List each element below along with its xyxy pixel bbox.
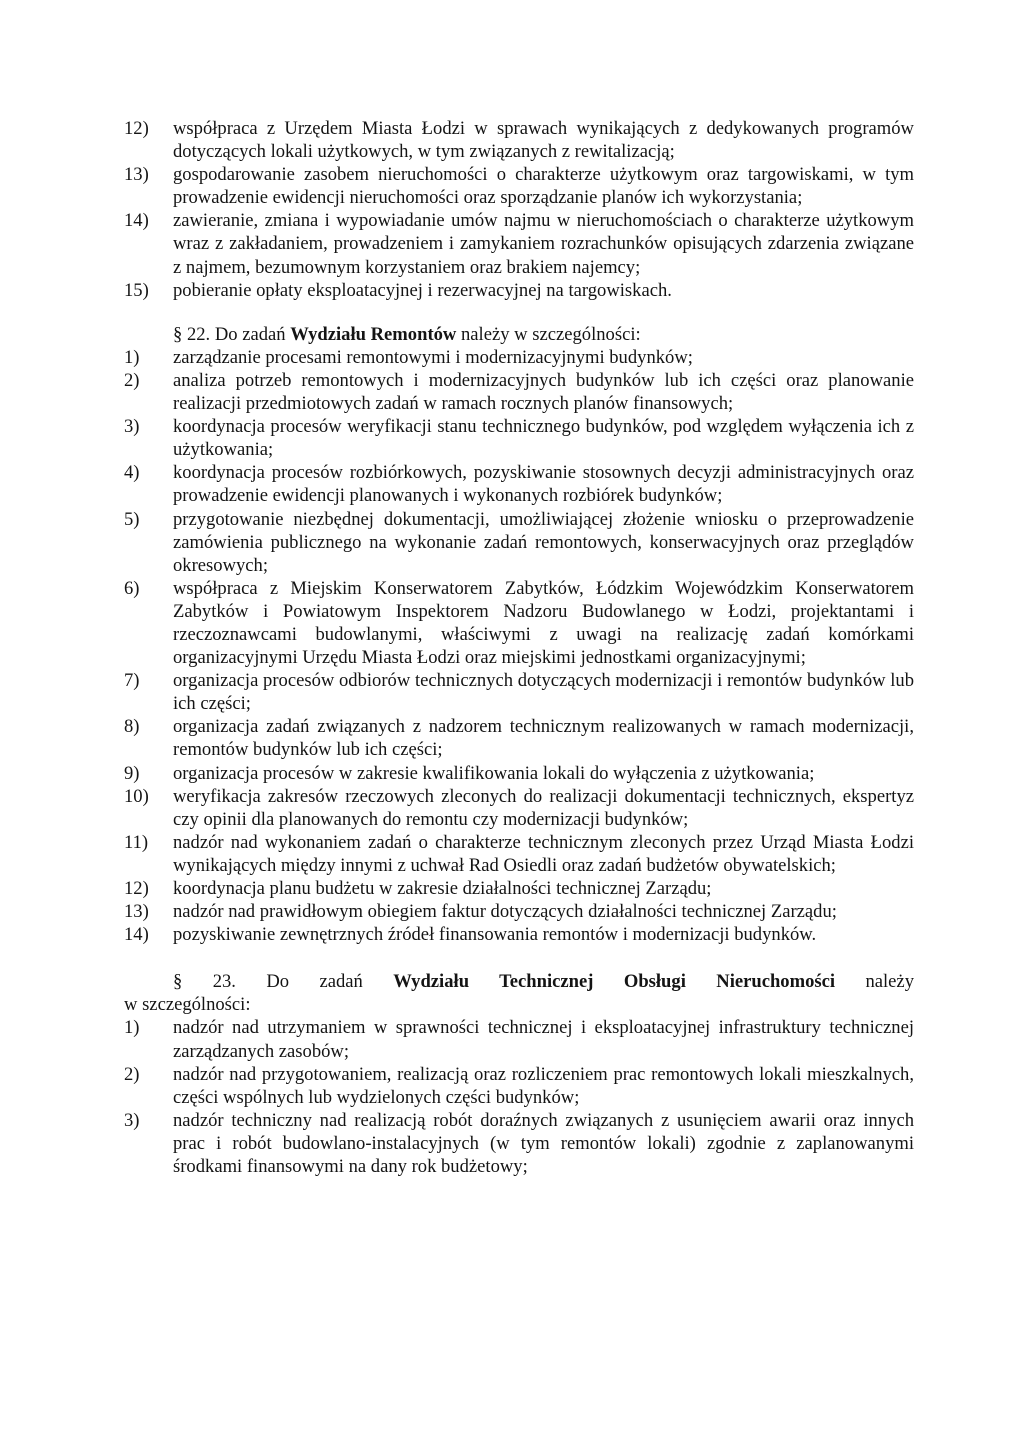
list-item-number: 14) xyxy=(124,210,149,232)
list-item xyxy=(124,1109,914,1178)
list-item-text: nadzór nad przygotowaniem, realizacją oraz rozliczeniem prac remontowych lokali mieszkalnych, części wspólnych lub wydzielonych części budynków; xyxy=(173,1063,914,1108)
section-23-heading xyxy=(124,970,914,1016)
list-item-number: 9) xyxy=(124,762,140,784)
list-item-text: organizacja procesów w zakresie kwalifikowania lokali do wyłączenia z użytkowania; xyxy=(173,762,815,784)
list-item-text: nadzór nad prawidłowym obiegiem faktur dotyczących działalności technicznej Zarządu; xyxy=(173,901,837,923)
list-item xyxy=(124,877,914,900)
list-item xyxy=(124,900,914,923)
list-item-text: weryfikacja zakresów rzeczowych zleconych do realizacji dokumentacji technicznych, ekspertyz czy opinii dla planowanych do remontu czy modernizacji budynków; xyxy=(173,785,914,830)
section-22-department: Wydziału Remontów xyxy=(290,323,457,345)
list-item xyxy=(124,346,914,369)
list-item-number: 7) xyxy=(124,670,140,692)
list-item-number: 1) xyxy=(124,346,140,368)
section-23-list xyxy=(124,1016,914,1178)
list-item-number: 15) xyxy=(124,279,149,301)
list-item xyxy=(124,831,914,877)
list-item-number: 11) xyxy=(124,831,149,853)
list-item-text: pobieranie opłaty eksploatacyjnej i rezerwacyjnej na targowiskach. xyxy=(173,279,672,301)
list-item xyxy=(124,923,914,946)
list-item xyxy=(124,369,914,415)
section-23-prefix: § 23. Do zadań xyxy=(173,971,394,993)
list-item-text: koordynacja planu budżetu w zakresie działalności technicznej Zarządu; xyxy=(173,878,712,899)
list-item-number: 12) xyxy=(124,878,149,899)
list-item-number: 2) xyxy=(124,369,140,391)
list-item-text: gospodarowanie zasobem nieruchomości o charakterze użytkowym oraz targowiskami, w tym prowadzenie ewidencji nieruchomości oraz sporządzanie planów ich wykorzystania; xyxy=(173,164,914,209)
list-item-number: 5) xyxy=(124,508,140,530)
list-item-number: 6) xyxy=(124,577,140,599)
section-23-suffix-end: należy xyxy=(865,971,914,993)
list-item-number: 10) xyxy=(124,785,149,807)
list-item-text: koordynacja procesów weryfikacji stanu technicznego budynków, pod względem wyłączenia ich z użytkowania; xyxy=(173,416,914,461)
list-item-number: 1) xyxy=(124,1017,140,1039)
list-item xyxy=(124,669,914,715)
list-item-text: pozyskiwanie zewnętrznych źródeł finansowania remontów i modernizacji budynków. xyxy=(173,924,817,946)
list-item-text: analiza potrzeb remontowych i modernizacyjnych budynków lub ich części oraz planowanie realizacji przedmiotowych zadań w ramach rocznych planów finansowych; xyxy=(173,369,914,415)
section-23-suffix-continuation: w szczególności: xyxy=(124,994,251,1016)
section-23-department: Wydziału Technicznej Obsługi Nieruchomości xyxy=(393,971,836,993)
list-item-number: 13) xyxy=(124,164,149,186)
section-22-list xyxy=(124,346,914,946)
section-22-prefix: § 22. Do zadań xyxy=(173,323,291,345)
list-item xyxy=(124,209,914,278)
list-item xyxy=(124,279,914,302)
list-item xyxy=(124,1016,914,1062)
list-item xyxy=(124,785,914,831)
list-item-text: nadzór nad utrzymaniem w sprawności technicznej i eksploatacyjnej infrastruktury technicznej zarządzanych zasobów; xyxy=(173,1017,914,1062)
section-22-suffix: należy w szczególności: xyxy=(456,323,641,345)
list-item-number: 8) xyxy=(124,716,140,738)
list-item xyxy=(124,415,914,461)
list-item-number: 2) xyxy=(124,1063,140,1085)
list-item-text: nadzór techniczny nad realizacją robót doraźnych związanych z usunięciem awarii oraz innych prac i robót budowlano-instalacyjnych (w tym remontów lokali) zgodnie z zaplanowanymi środkami finansowymi na dany rok budżetowy; xyxy=(173,1109,914,1178)
section-21-tail-list xyxy=(124,117,914,302)
list-item xyxy=(124,762,914,785)
list-item-number: 3) xyxy=(124,416,140,438)
list-item xyxy=(124,117,914,163)
list-item-text: nadzór nad wykonaniem zadań o charakterze technicznym zleconych przez Urząd Miasta Łodzi wynikających między innymi z uchwał Rad Osiedli oraz zadań budżetów obywatelskich; xyxy=(173,831,914,876)
list-item-text: koordynacja procesów rozbiórkowych, pozyskiwanie stosownych decyzji administracyjnych oraz prowadzenie ewidencji planowanych i wykonanych rozbiórek budynków; xyxy=(173,462,914,507)
list-item xyxy=(124,163,914,209)
list-item-number: 12) xyxy=(124,118,149,139)
list-item-text: organizacja procesów odbiorów technicznych dotyczących modernizacji i remontów budynków lub ich części; xyxy=(173,670,914,715)
list-item xyxy=(124,1063,914,1109)
list-item-text: współpraca z Urzędem Miasta Łodzi w sprawach wynikających z dedykowanych programów dotyczących lokali użytkowych, w tym związanych z rewitalizacją; xyxy=(173,118,914,163)
list-item-text: przygotowanie niezbędnej dokumentacji, umożliwiającej złożenie wniosku o przeprowadzenie zamówienia publicznego na wykonanie zadań remontowych, konserwacyjnych oraz przeglądów okresowych; xyxy=(173,508,914,576)
list-item xyxy=(124,461,914,507)
list-item-text: organizacja zadań związanych z nadzorem technicznym realizowanych w ramach modernizacji, remontów budynków lub ich części; xyxy=(173,716,914,761)
list-item-text: współpraca z Miejskim Konserwatorem Zabytków, Łódzkim Wojewódzkim Konserwatorem Zabytków i Powiatowym Inspektorem Nadzoru Budowlanego w Łodzi, projektantami i rzeczoznawcami budowlanymi, właściwymi z uwagi na realizację zadań komórkami organizacyjnymi Urzędu Miasta Łodzi oraz miejskimi jednostkami organizacyjnymi; xyxy=(173,577,914,669)
list-item xyxy=(124,715,914,761)
list-item xyxy=(124,577,914,669)
list-item-number: 14) xyxy=(124,924,149,946)
list-item-text: zawieranie, zmiana i wypowiadanie umów najmu w nieruchomościach o charakterze użytkowym wraz z zakładaniem, prowadzeniem i zamykaniem rozrachunków opisujących zdarzenia związane z najmem, bezumownym korzystaniem oraz brakiem najemcy; xyxy=(173,210,914,278)
list-item-number: 3) xyxy=(124,1109,140,1131)
list-item-text: zarządzanie procesami remontowymi i modernizacyjnymi budynków; xyxy=(173,346,693,368)
document-page xyxy=(124,117,914,1178)
section-22-heading xyxy=(124,323,914,346)
list-item-number: 4) xyxy=(124,462,140,484)
list-item xyxy=(124,508,914,577)
list-item-number: 13) xyxy=(124,901,149,923)
